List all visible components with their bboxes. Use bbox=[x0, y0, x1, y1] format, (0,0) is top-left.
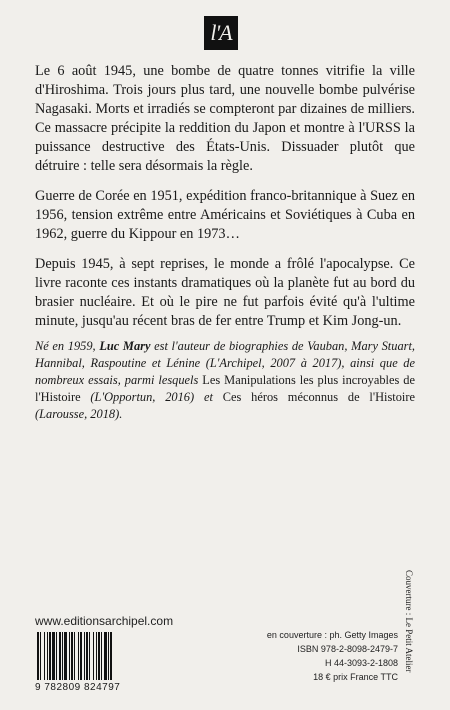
blurb-paragraph-2: Guerre de Corée en 1951, expédition franco-britannique à Suez en 1956, tension extrême entre Américains et Soviétiques à Cuba en 1962, guerre du Kippour en 1973… bbox=[35, 188, 415, 242]
barcode bbox=[35, 632, 155, 680]
publisher-logo bbox=[204, 16, 238, 50]
blurb-paragraph-3: Depuis 1945, à sept reprises, le monde a frôlé l'apocalypse. Ce livre raconte ces instants dramatiques où la planète fut au bord du brasier nucléaire. Et où le pire ne fut parfois évité qu'à l'ultime minute, jusqu'au récent bras de fer entre Trump et Kim Jong-un. bbox=[35, 256, 415, 329]
barcode-digits: 9 782809 824797 bbox=[35, 682, 121, 693]
bio-text-2: est l'auteur de biographies de Vauban, Mary Stuart, Hannibal, Raspoutine et Lénine (L'Archipel, 2007 à 2017), ainsi que de nombreux essais, parmi lesquels bbox=[35, 339, 416, 387]
bio-title-1: Les Manipulations les plus incroyables de l'Histoire bbox=[35, 373, 415, 404]
price: 18 € prix France TTC bbox=[313, 672, 398, 682]
blurb-paragraph-1: Le 6 août 1945, une bombe de quatre tonnes vitrifie la ville d'Hiroshima. Trois jours plus tard, une nouvelle bombe pulvérise Nagasaki. Morts et irradiés se compteront par dizaines de milliers. Ce massacre précipite la reddition du Japon et montre à l'URSS la puissance destructive des États-Unis. Dissuader plutôt que détruire : telle sera désormais la règle. bbox=[35, 63, 415, 174]
publisher-logo-text: l'A bbox=[210, 20, 232, 45]
author-name: Luc Mary bbox=[99, 339, 151, 353]
bio-text-3: (L'Opportun, 2016) et bbox=[80, 390, 223, 404]
book-metadata bbox=[267, 628, 398, 684]
bio-title-2: Ces héros méconnus de l'Histoire bbox=[222, 390, 415, 404]
isbn: ISBN 978-2-8098-2479-7 bbox=[297, 644, 398, 654]
blurb bbox=[35, 62, 415, 342]
cover-design-credit: Couverture : Le Petit Atelier bbox=[404, 570, 414, 673]
bio-text-4: (Larousse, 2018). bbox=[35, 407, 123, 421]
publisher-website[interactable]: www.editionsarchipel.com bbox=[35, 614, 174, 628]
author-bio bbox=[35, 338, 415, 423]
bio-text-1: Né en 1959, bbox=[35, 339, 100, 353]
product-code: H 44-3093-2-1808 bbox=[324, 658, 398, 668]
cover-photo-credit: en couverture : ph. Getty Images bbox=[266, 630, 398, 640]
